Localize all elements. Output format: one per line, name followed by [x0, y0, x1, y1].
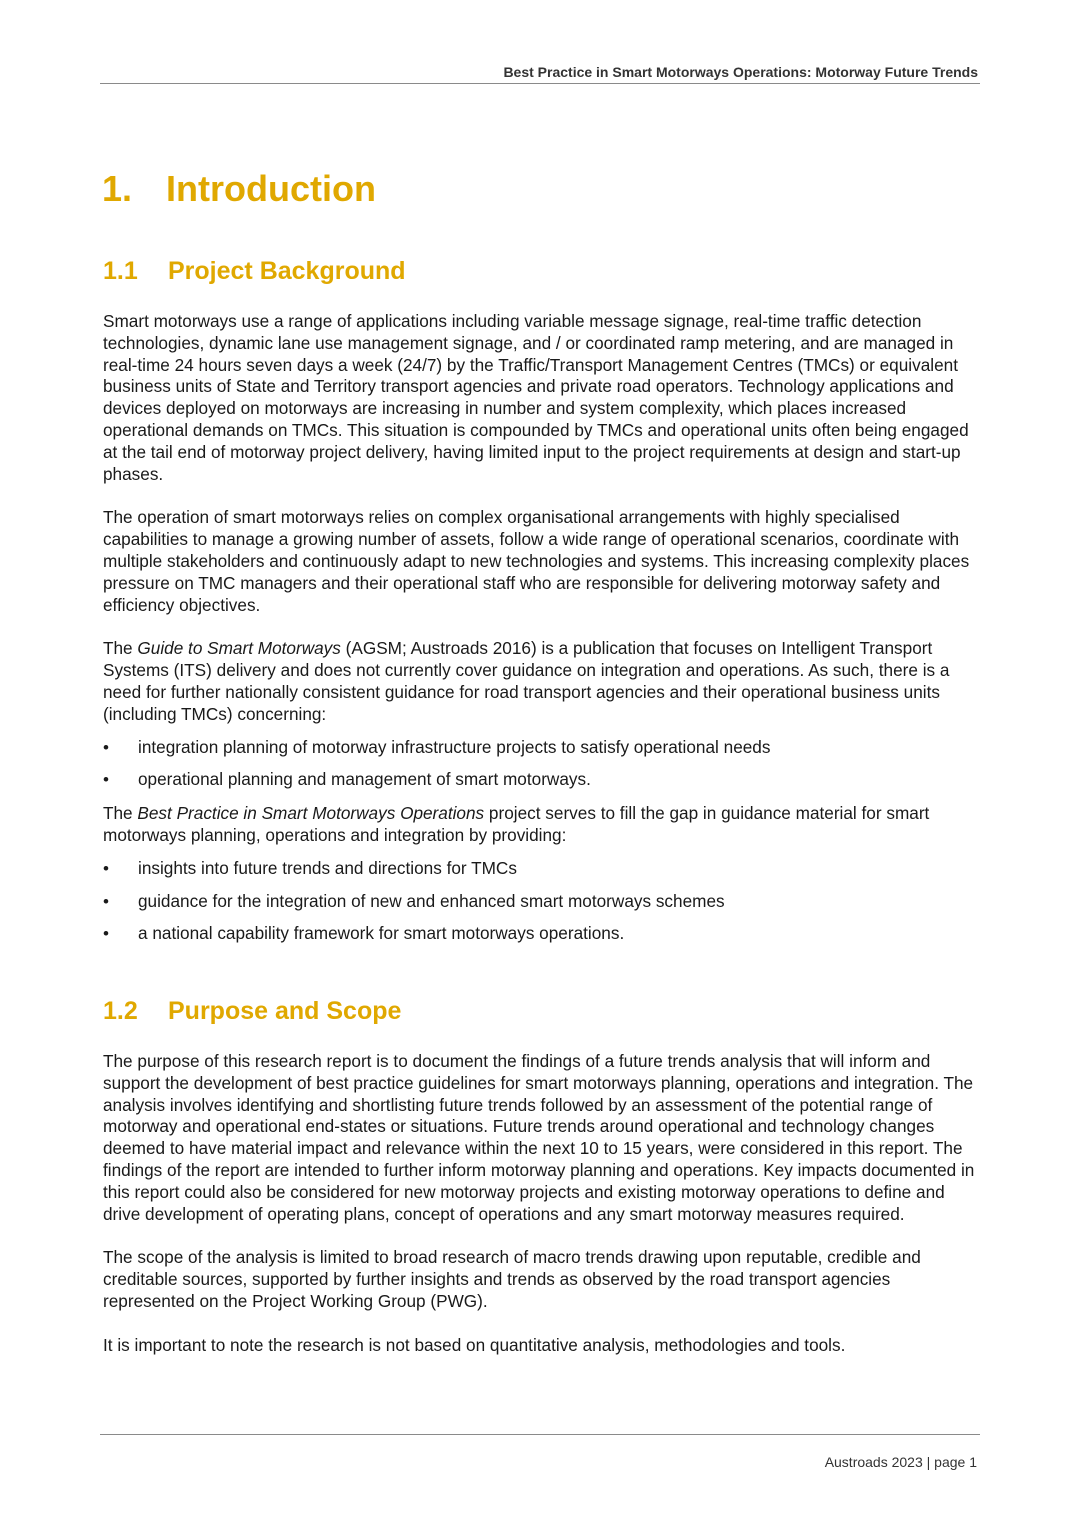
section-number: 1.2 [103, 997, 138, 1025]
section-title: Project Background [168, 257, 406, 285]
bullet-list [103, 858, 983, 945]
list-item [103, 769, 983, 791]
list-item [103, 858, 983, 880]
section-title: Purpose and Scope [168, 997, 402, 1025]
paragraph-text: (AGSM; Austroads 2016) is a publication that focuses on Intelligent Transport Systems (ITS) delivery and does not currently cover guidance on integration and operations. As such, there is a need for further nationally consistent guidance for road transport agencies and their operational business units (including TMCs) concerning: [103, 638, 950, 724]
section-1-1-body [103, 311, 983, 945]
list-item-text: operational planning and management of smart motorways. [138, 769, 591, 790]
list-item [103, 737, 983, 759]
page-footer: Austroads 2023 | page 1 [824, 1454, 977, 1470]
bullet-icon: • [103, 858, 109, 878]
paragraph [103, 803, 983, 847]
running-header: Best Practice in Smart Motorways Operations: Motorway Future Trends [503, 64, 978, 80]
footer-divider [100, 1434, 980, 1435]
list-item [103, 923, 983, 945]
chapter-number: 1. [102, 168, 133, 209]
project-title: Best Practice in Smart Motorways Operations [137, 803, 485, 824]
section-1-2-body [103, 1051, 983, 1357]
paragraph-text: project serves to fill the gap in guidance material for smart motorways planning, operations and integration by providing: [103, 803, 930, 845]
publication-title: Guide to Smart Motorways [137, 638, 341, 659]
paragraph-text: The [103, 638, 138, 659]
header-divider [100, 83, 980, 84]
section-heading-1-1 [103, 257, 406, 286]
list-item-text: integration planning of motorway infrastructure projects to satisfy operational needs [138, 736, 771, 757]
paragraph: Smart motorways use a range of applications including variable message signage, real-time traffic detection technologies, dynamic lane use management signage, and / or coordinated ramp metering, and are managed in real-time 24 hours seven days a week (24/7) by the Traffic/Transport Management Centres (TMCs) or equivalent business units of State and Territory transport agencies and private road operators. Technology applications and devices deployed on motorways are increasing in number and system complexity, which places increased operational demands on TMCs. This situation is compounded by TMCs and operational units often being engaged at the tail end of motorway project delivery, having limited input to the project requirements at design and start-up phases. [103, 311, 969, 484]
paragraph: It is important to note the research is not based on quantitative analysis, methodologies and tools. [103, 1334, 846, 1355]
list-item-text: insights into future trends and directions for TMCs [138, 857, 517, 878]
list-item-text: guidance for the integration of new and enhanced smart motorways schemes [138, 890, 725, 911]
list-item-text: a national capability framework for smart motorways operations. [138, 923, 625, 944]
paragraph: The purpose of this research report is to document the findings of a future trends analysis that will inform and support the development of best practice guidelines for smart motorways planning, operations and integration. The analysis involves identifying and shortlisting future trends followed by an assessment of the potential range of motorway and operational end-states or situations. Future trends around operational and technology changes deemed to have material impact and relevance within the next 10 to 15 years, were considered in this report. The findings of the report are intended to further inform motorway planning and operations. Key impacts documented in this report could also be considered for new motorway projects and existing motorway operations to define and drive development of operating plans, concept of operations and any smart motorway measures required. [103, 1051, 975, 1224]
bullet-icon: • [103, 770, 109, 790]
paragraph-text: The [103, 803, 138, 824]
bullet-icon: • [103, 737, 109, 757]
paragraph: The scope of the analysis is limited to broad research of macro trends drawing upon reputable, credible and creditable sources, supported by further insights and trends as observed by the road transport agencies represented on the Project Working Group (PWG). [103, 1247, 921, 1311]
paragraph: The operation of smart motorways relies on complex organisational arrangements with highly specialised capabilities to manage a growing number of assets, follow a wide range of operational scenarios, coordinate with multiple stakeholders and continuously adapt to new technologies and systems. This increasing complexity places pressure on TMC managers and their operational staff who are responsible for delivering motorway safety and efficiency objectives. [103, 507, 970, 615]
bullet-icon: • [103, 891, 109, 911]
chapter-title: Introduction [166, 168, 376, 209]
bullet-icon: • [103, 924, 109, 944]
section-number: 1.1 [103, 257, 138, 285]
chapter-heading [102, 168, 376, 210]
section-heading-1-2 [103, 997, 401, 1026]
list-item [103, 891, 983, 913]
paragraph [103, 638, 983, 725]
bullet-list [103, 737, 983, 792]
